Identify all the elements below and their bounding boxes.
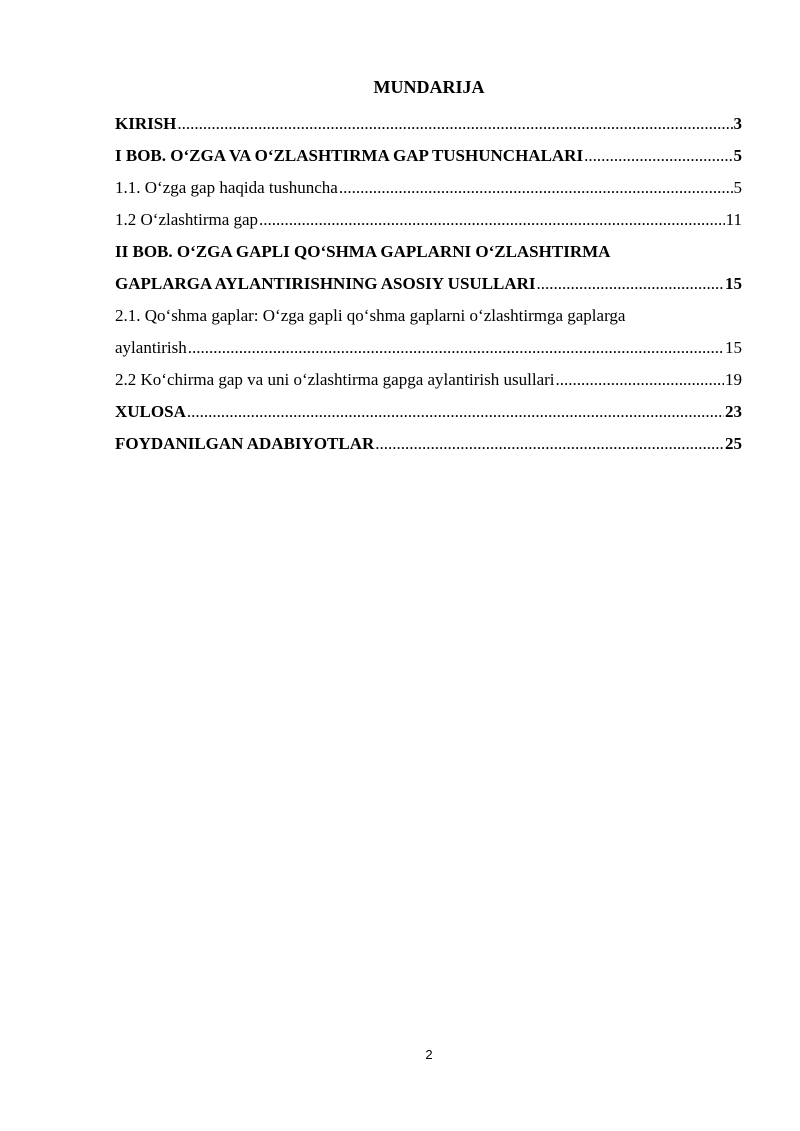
toc-entry-title: FOYDANILGAN ADABIYOTLAR [115,434,375,453]
toc-dot-leader [556,364,724,396]
toc-entry-page: 15 [725,274,742,293]
table-of-contents [115,108,742,460]
toc-entry-title-line1: II BOB. O‘ZGA GAPLI QO‘SHMA GAPLARNI O‘ZLASHTIRMA [115,242,611,261]
toc-entry-page: 23 [725,402,742,421]
toc-entry-title: KIRISH [115,114,177,133]
toc-dot-leader [375,428,724,460]
toc-dot-leader [259,204,725,236]
toc-entry-title: GAPLARGA AYLANTIRISHNING ASOSIY USULLARI [115,274,536,293]
toc-dot-leader [584,140,732,172]
toc-entry-page: 3 [733,114,742,133]
toc-entry-title: aylantirish [115,338,187,357]
toc-dot-leader [537,268,724,300]
toc-dot-leader [188,332,724,364]
toc-entry-section-2-1-line1[interactable] [115,300,742,332]
toc-entry-section-2-2[interactable] [115,364,742,396]
toc-entry-chapter-2-line1[interactable] [115,236,742,268]
toc-dot-leader [187,396,724,428]
toc-entry-page: 11 [725,210,742,229]
toc-entry-title: I BOB. O‘ZGA VA O‘ZLASHTIRMA GAP TUSHUNCHALARI [115,146,584,165]
toc-entry-page: 5 [733,178,742,197]
page-number: 2 [425,1047,433,1062]
toc-entry-title: 1.1. O‘zga gap haqida tushuncha [115,178,338,197]
toc-entry-page: 19 [725,370,742,389]
toc-entry-xulosa[interactable] [115,396,742,428]
toc-dot-leader [339,172,733,204]
toc-entry-kirish[interactable] [115,108,742,140]
toc-entry-title: 2.2 Ko‘chirma gap va uni o‘zlashtirma gapga aylantirish usullari [115,370,555,389]
toc-entry-section-2-1[interactable] [115,332,742,364]
toc-entry-title: 1.2 O‘zlashtirma gap [115,210,259,229]
toc-entry-chapter-1[interactable] [115,140,742,172]
toc-dot-leader [177,108,732,140]
toc-entry-references[interactable] [115,428,742,460]
toc-entry-chapter-2[interactable] [115,268,742,300]
toc-entry-page: 5 [733,146,742,165]
toc-entry-page: 25 [725,434,742,453]
toc-entry-section-1-2[interactable] [115,204,742,236]
toc-entry-title: XULOSA [115,402,186,421]
toc-entry-title-line1: 2.1. Qo‘shma gaplar: O‘zga gapli qo‘shma gaplarni o‘zlashtirmga gaplarga [115,306,626,325]
toc-entry-page: 15 [725,338,742,357]
toc-entry-section-1-1[interactable] [115,172,742,204]
page-title: MUNDARIJA [373,77,485,97]
